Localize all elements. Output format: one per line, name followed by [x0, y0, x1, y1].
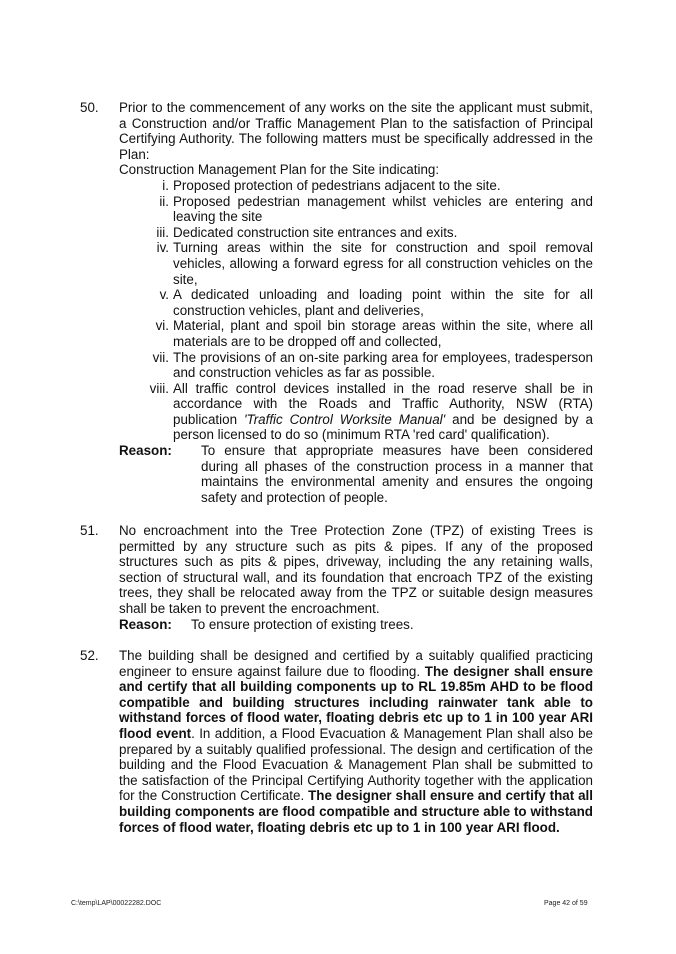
publication-title: 'Traffic Control Worksite Manual': [243, 411, 446, 427]
list-item: vii. The provisions of an on-site parking area for employees, tradesperson and construction vehicles as far as possible.: [152, 349, 593, 381]
reason-block: [119, 443, 593, 505]
footer-page-number: Page 42 of 59: [544, 900, 588, 907]
condition-50: [80, 100, 593, 505]
condition-text: The building shall be designed and certified by a suitably qualified practicing engineer to ensure against failure due to flooding. The designer shall ensure and certify that all building components up to RL 19.85m AHD to be flood compatible and building structures including rainwater tank able to withstand forces of flood water, floating debris etc up to 1 in 100 year ARI flood event. In addition, a Flood Evacuation & Management Plan shall also be prepared by a suitably qualified professional. The design and certification of the building and the Flood Evacuation & Management Plan shall be submitted to the satisfaction of the Principal Certifying Authority together with the application for the Construction Certificate. The designer shall ensure and certify that all building components are flood compatible and structure able to withstand forces of flood water, floating debris etc up to 1 in 100 year ARI flood.: [119, 648, 593, 835]
condition-number: 52.: [80, 648, 99, 663]
condition-intro: Prior to the commencement of any works on the site the applicant must submit, a Construction and/or Traffic Management Plan to the satisfaction of Principal Certifying Authority. The following matters must be specifically addressed in the Plan:: [119, 100, 593, 162]
list-item: viii. All traffic control devices installed in the road reserve shall be in accordance with the Roads and Traffic Authority, NSW (RTA) publication 'Traffic Control Worksite Manual' and be designed by a person licensed to do so (minimum RTA 'red card' qualification).: [149, 380, 593, 443]
requirement-list: [119, 178, 593, 443]
reason-label: Reason:: [119, 443, 172, 459]
condition-text: No encroachment into the Tree Protection Zone (TPZ) of existing Trees is permitted by any structure such as pits & pipes. If any of the proposed structures such as pits & pipes, driveway, including the any retaining walls, section of structural wall, and its foundation that encroach TPZ of the existing trees, they shall be relocated away from the TPZ or suitable design measures shall be taken to prevent the encroachment.: [119, 523, 593, 616]
reason-text: To ensure that appropriate measures have been considered during all phases of the construction process in a manner that maintains the environmental amenity and ensures the ongoing safety and protection of people.: [201, 443, 593, 505]
condition-number: 50.: [80, 100, 99, 115]
condition-subheading: Construction Management Plan for the Site indicating:: [119, 162, 440, 178]
condition-number: 51.: [80, 523, 99, 538]
list-item: vi. Material, plant and spoil bin storage areas within the site, where all materials are to be dropped off and collected,: [155, 318, 593, 349]
list-item: v. A dedicated unloading and loading point within the site for all construction vehicles, plant and deliveries,: [159, 287, 593, 318]
condition-52: [80, 648, 593, 835]
list-item: iv. Turning areas within the site for construction and spoil removal vehicles, allowing a forward egress for all construction vehicles on the site,: [156, 240, 593, 287]
reason-label: Reason:: [119, 616, 172, 632]
bold-requirement: The designer shall ensure and certify that all building components up to RL 19.85m AHD to be flood compatible and building structures including rainwater tank able to withstand forces of flood water, floating debris etc up to 1 in 100 year ARI flood event: [119, 663, 593, 741]
list-item: ii. Proposed pedestrian management whilst vehicles are entering and leaving the site: [159, 193, 593, 225]
list-item: iii. Dedicated construction site entrances and exits.: [156, 224, 458, 240]
list-item: i. Proposed protection of pedestrians adjacent to the site.: [162, 177, 501, 193]
footer-file-path: C:\temp\LAP\00022282.DOC: [71, 900, 162, 907]
condition-51: [80, 523, 593, 632]
reason-text: To ensure protection of existing trees.: [191, 616, 414, 632]
bold-requirement: The designer shall ensure and certify that all building components are flood compatible and structure able to withstand forces of flood water, floating debris etc up to 1 in 100 year ARI flood.: [119, 788, 593, 835]
reason-block: [119, 617, 593, 633]
